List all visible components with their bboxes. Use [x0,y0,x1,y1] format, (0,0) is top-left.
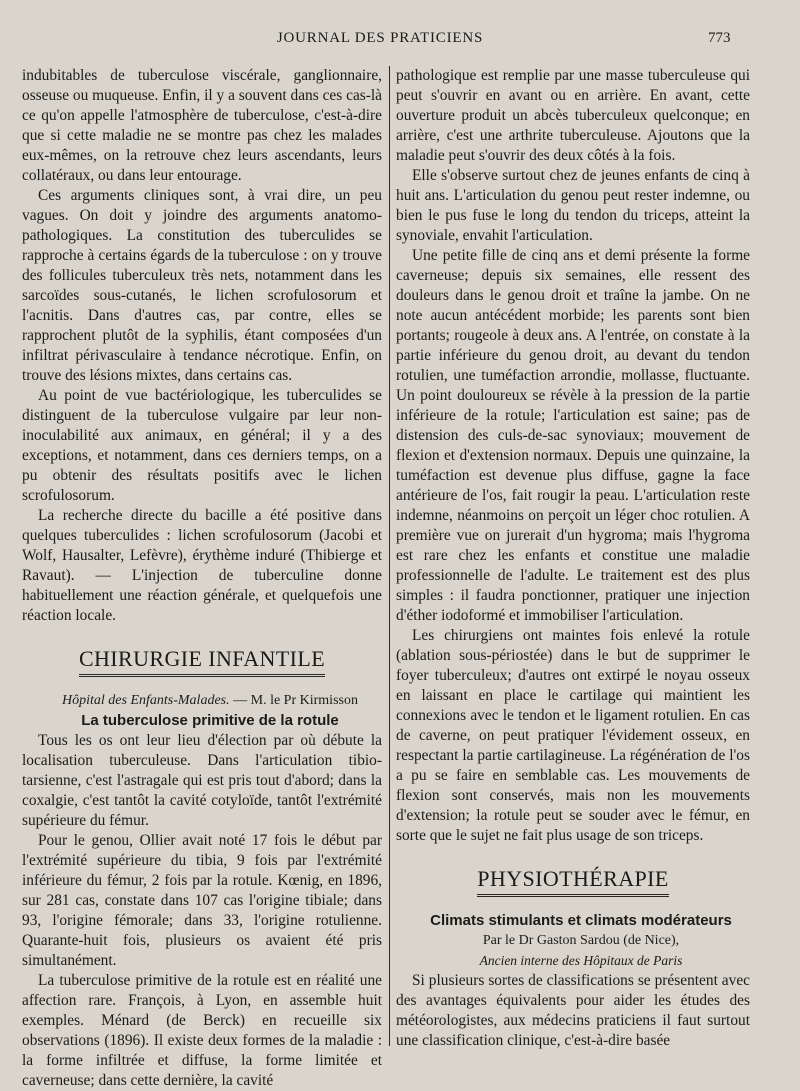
page-header [0,30,800,52]
paragraph: Pour le genou, Ollier avait noté 17 fois le début par l'extrémité supérieure du tibia, 9 fois par l'extrémité inférieure du fémur, 2 fois par la rotule. Kœnig, en 1896, sur 281 cas, constate dans 107 cas l'origine tibiale; dans 93, l'origine fémorale; dans 33, l'origine rotulienne. Quarante-huit fois, plusieurs os avaient été pris simultanément. [22,832,382,969]
article-title: La tuberculose primitive de la rotule [81,712,339,729]
paragraph: pathologique est remplie par une masse tuberculeuse qui peut s'ouvrir en avant ou en arrière. En avant, cette ouverture produit un abcès tuberculeux quelconque; en arrière, c'est une arthrite tuberculeuse. Ajoutons que la maladie peut s'ouvrir des deux côtés à la fois. [396,67,750,164]
paragraph: Ces arguments cliniques sont, à vrai dire, un peu vagues. On doit y joindre des arguments anatomo-pathologiques. La constitution des tuberculides se rapproche à certains égards de la tuberculose : on y trouve des follicules tuberculeux très nets, notamment dans les sarcoïdes sous-cutanés, le lichen scrofulosorum et l'acnitis. Dans d'autres cas, par contre, elles se rapprochent plutôt de la syphilis, étant composées d'un infiltrat périvasculaire à tendance nécrotique. Enfin, on trouve des lésions mixtes, dans certains cas. [22,187,382,384]
paragraph: La recherche directe du bacille a été positive dans quelques tuberculides : lichen scrofulosorum (Jacobi et Wolf, Hausalter, Lefèvre), érythème induré (Thibierge et Ravaut). — L'injection de tuberculine donne habituellement une réaction générale, et quelquefois une réaction locale. [22,507,382,624]
paragraph: Les chirurgiens ont maintes fois enlevé la rotule (ablation sous-périostée) dans le but de supprimer le foyer tuberculeux; d'autres ont extirpé le noyau osseux en laissant en place le cartilage qui maintient les connexions avec le tendon et le ligament rotulien. En cas de caverne, on peut pratiquer l'évidement osseux, en respectant la partie cartilagineuse. La régénération de l'os a pu se faire en semblable cas. Les mouvements de flexion sont conservés, mais non les mouvements d'extension; la rotule peut se souder avec le fémur, en sorte que le sujet ne fait plus usage de son triceps. [396,627,750,844]
paragraph: indubitables de tuberculose viscérale, ganglionnaire, osseuse ou muqueuse. Enfin, il y a souvent dans ces cas-là ce qu'on appelle l'atmosphère de tuberculose, c'est-à-dire que si cette maladie ne se montre pas chez les malades eux-mêmes, on la retrouve chez leurs ascendants, leurs collatéraux, ou dans leur entourage. [22,67,382,184]
hospital-name: Hôpital des Enfants-Malades. [62,693,230,708]
hospital-line [22,691,382,711]
byline: Par le Dr Gaston Sardou (de Nice), [482,933,680,948]
running-title: JOURNAL DES PRATICIENS [276,30,484,46]
paragraph: Elle s'observe surtout chez de jeunes enfants de cinq à huit ans. L'articulation du genou peut rester indemne, ou bien le pus fuse le long du tendon du triceps, atteint la synoviale, envahit l'articulation. [396,167,750,244]
section-heading-text: PHYSIOTHÉRAPIE [477,866,668,897]
affiliation: Ancien interne des Hôpitaux de Paris [479,953,683,968]
section-heading-text: CHIRURGIE INFANTILE [79,646,325,677]
paragraph: Si plusieurs sortes de classifications se présentent avec des avantages équivalents pour aider les études des météorologistes, aux médecins praticiens il faut surtout une classification clinique, c'est-à-dire basée [396,972,750,1049]
section-heading [396,866,750,897]
left-column [22,66,382,1091]
column-divider [389,66,390,1046]
paragraph: La tuberculose primitive de la rotule est en réalité une affection rare. François, à Lyon, en assemble huit exemples. Ménard (de Berck) en recueille six observations (1896). Il existe deux formes de la maladie : la forme infiltrée et diffuse, la forme limitée et caverneuse; dans cette dernière, la cavité [22,972,382,1089]
paragraph: Tous les os ont leur lieu d'élection par où débute la localisation tuberculeuse. Dans l'articulation tibio-tarsienne, c'est l'astragale qui est pris tout d'abord; dans la coxalgie, c'est tantôt la cavité cotyloïde, tantôt l'extrémité supérieure du fémur. [22,732,382,829]
right-column [396,66,750,1051]
page-number: 773 [708,30,731,46]
article-title: Climats stimulants et climats modérateurs [430,912,732,929]
paragraph: Une petite fille de cinq ans et demi présente la forme caverneuse; depuis six semaines, elle ressent des douleurs dans le genou droit et traîne la jambe. On ne note aucun antécédent morbide; les parents sont bien portants; rougeole à deux ans. A l'entrée, on constate à la partie inférieure du genou droit, au devant du tendon rotulien, une tuméfaction arrondie, mollasse, fluctuante. Un point douloureux se révèle à la pression de la partie inférieure de la rotule; l'articulation est saine; pas de distension des culs-de-sac synoviaux; mouvement de flexion et d'extension normaux. Depuis une quinzaine, la tuméfaction est devenue plus diffuse, gagne la face antérieure de l'os, fait rougir la peau. L'articulation reste indemne, néanmoins on perçoit un léger choc rotulien. A première vue on jurerait d'un hygroma; mais l'hygroma est rare chez les enfants et constitue une maladie professionnelle de l'adulte. Le traitement est des plus simples : il faudra ponctionner, pratiquer une injection d'éther iodoformé et immobiliser l'articulation. [396,247,750,624]
paragraph: Au point de vue bactériologique, les tuberculides se distinguent de la tuberculose vulgaire par leur non-inoculabilité aux animaux, en général; il y a des exceptions, et notamment, dans ces derniers temps, on a pu obtenir des résultats positifs avec le lichen scrofulosorum. [22,387,382,504]
hospital-author: — M. le Pr Kirmisson [233,693,358,708]
section-heading [22,646,382,677]
